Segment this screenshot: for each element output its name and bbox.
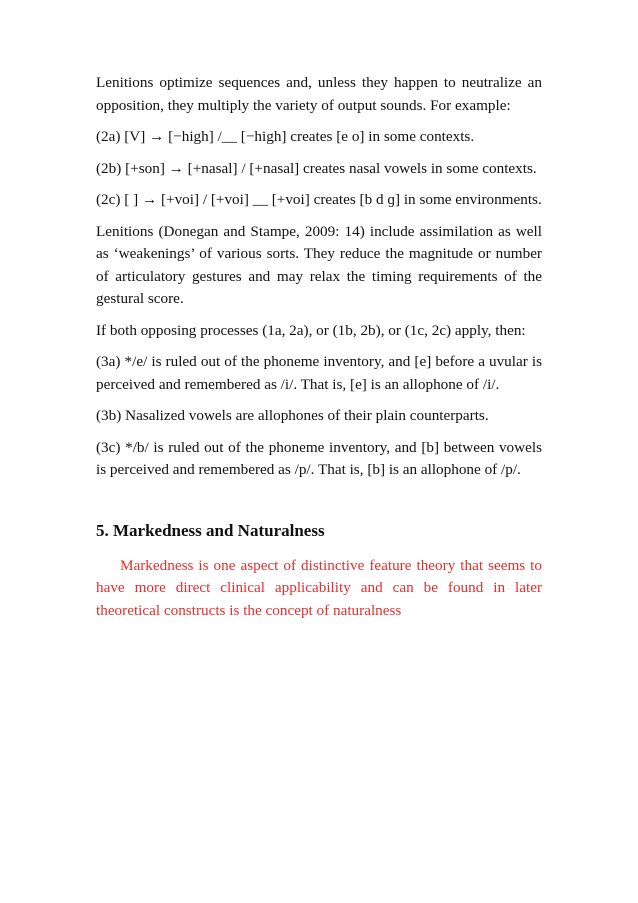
paragraph-lenitions-definition: Lenitions (Donegan and Stampe, 2009: 14) include assimilation as well as ‘weakenings’ of various sorts. They reduce the magnitude or number of articulatory gestures and may relax the timing requirements of the gestural score. xyxy=(96,222,542,307)
section-heading: 5. Markedness and Naturalness xyxy=(96,520,325,540)
document-page xyxy=(96,72,542,622)
paragraph-opposing-processes: If both opposing processes (1a, 2a), or (1b, 2b), or (1c, 2c) apply, then: xyxy=(96,321,526,339)
section-body-highlighted: Markedness is one aspect of distinctive feature theory that seems to have more direct clinical applicability and can be found in later theoretical constructs is the concept of naturalness xyxy=(96,556,542,619)
section-spacer xyxy=(96,491,542,519)
example-2a: (2a) [V] → [−high] /__ [−high] creates [e o] in some contexts. xyxy=(96,128,475,145)
example-2b: (2b) [+son] → [+nasal] / [+nasal] creates nasal vowels in some contexts. xyxy=(96,159,537,177)
paragraph-lenitions-intro: Lenitions optimize sequences and, unless they happen to neutralize an opposition, they multiply the variety of output sounds. For example: xyxy=(96,74,542,114)
example-2c: (2c) [ ] → [+voi] / [+voi] __ [+voi] creates [b d ɡ] in some environments. xyxy=(96,191,542,208)
example-3a: (3a) */e/ is ruled out of the phoneme inventory, and [e] before a uvular is perceived and remembered as /i/. That is, [e] is an allophone of /i/. xyxy=(96,353,542,393)
example-3c: (3c) */b/ is ruled out of the phoneme inventory, and [b] between vowels is perceived and remembered as /p/. That is, [b] is an allophone of /p/. xyxy=(96,438,542,478)
example-3b: (3b) Nasalized vowels are allophones of their plain counterparts. xyxy=(96,407,489,424)
